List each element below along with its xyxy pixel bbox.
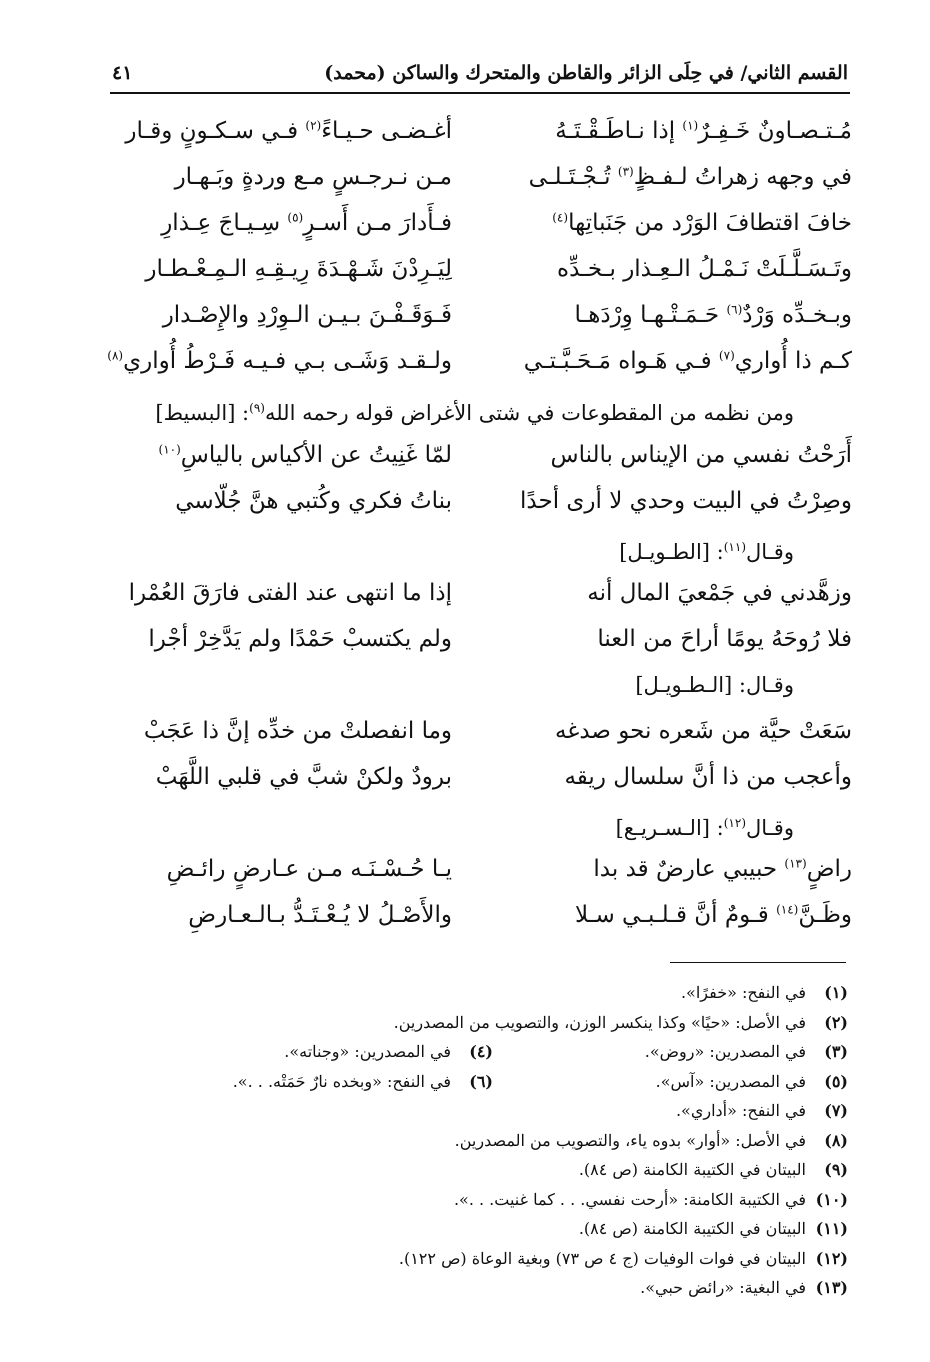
verse-line [112, 570, 852, 616]
poem-tawil-1 [112, 570, 852, 662]
footnote-row [112, 1008, 848, 1038]
verse-line [107, 338, 852, 384]
page-number: ٤١ [112, 62, 133, 84]
verse-line [112, 846, 852, 892]
footnote-number [806, 1303, 848, 1333]
footnote-number: (١) [824, 983, 848, 1002]
footnote-text: في الكتيبة الكامنة: «أرحت نفسي. . . كما غنيت. . .». [453, 1189, 806, 1209]
footnote-rule [670, 962, 846, 963]
verse-first-hemistich: كـم ذا أُواري$^{(٧)}$ فـي هَـواه مَـحَـبَّـتـي [523, 348, 852, 374]
verse-first-hemistich: فلا رُوحَهُ يومًا أراحَ من العنا [597, 626, 852, 652]
verse-line [112, 154, 852, 200]
footnote-number: (١٣) [815, 1278, 848, 1297]
footnote-row [112, 1185, 848, 1215]
footnote-text: في النفح: «وبخده نارٌ حَمَتْه. . .». [232, 1071, 451, 1091]
footnote [138, 1037, 493, 1067]
footnote [806, 1303, 848, 1333]
header-rule [110, 92, 850, 94]
said-heading: وقـال: [الـطـويـل] [635, 673, 794, 697]
verse-line [112, 478, 852, 524]
verse-second-hemistich: فَـوَقَـفْـنَ بـيـن الـوِرْدِ والإِصْـدار [162, 302, 452, 328]
verse-line [112, 708, 852, 754]
footnote-number [451, 1332, 493, 1362]
verse-line [112, 616, 852, 662]
footnote-number: (١٠) [815, 1189, 848, 1209]
footnote [493, 1067, 848, 1097]
footnote-text: في النفح: «خفرًا». [680, 983, 806, 1002]
verse-line [112, 432, 852, 478]
footnote [394, 1008, 848, 1038]
footnote-row [112, 1332, 848, 1362]
verse-line [112, 108, 852, 154]
verse-second-hemistich: وما انفصلتْ من خدِّه إنَّ ذا عَجَبْ [143, 718, 452, 744]
verse-first-hemistich: خافَ اقتطافَ الوَرْد من جَنَباتِها$^{(٤)}$ [552, 210, 852, 236]
verse-first-hemistich: راضٍ$^{(١٣)}$ حبيبي عارضٌ قد بدا [593, 856, 852, 882]
footnote-number [806, 1332, 848, 1362]
footnote-number: (١٢) [815, 1248, 848, 1268]
verse-first-hemistich: في وجهه زهراتُ لـفـظٍ$^{(٣)}$ تُـجْـتَـلـى [528, 164, 852, 190]
verse-second-hemistich: مـن نـرجـسٍ مـع وردةٍ وبَـهـار [174, 164, 452, 190]
footnote [138, 1332, 493, 1362]
footnote-row [112, 1244, 848, 1274]
footnote [399, 1244, 848, 1274]
intro-paragraph: ومن نظمه من المقطوعات في شتى الأغراض قوله رحمه الله$^{(٩)}$: [البسيط] [155, 401, 794, 425]
footnote-row [112, 978, 848, 1008]
verse-second-hemistich: أغـضـى حـيـاءً$^{(٢)}$ فـي سـكـونٍ وقـار [125, 118, 452, 144]
footnote-text: في الأصل: «حيًا» وكذا ينكسر الوزن، والتصويب من المصدرين. [393, 1012, 806, 1032]
footnote [454, 1185, 848, 1215]
footnote-number: (٣) [824, 1042, 848, 1061]
footnote-row [112, 1273, 848, 1303]
page-header [112, 58, 848, 88]
verse-first-hemistich: أَرَحْتُ نفسي من الإيناس بالناس [550, 442, 852, 468]
verse-second-hemistich: لمّا غَنِيتُ عن الأكياس بالياسِ$^{(١٠)}$ [158, 442, 452, 468]
footnote-number: (٧) [824, 1101, 848, 1120]
verse-first-hemistich: وظَـنَّ$^{(١٤)}$ قـومٌ أنَّ قـلـبـي سـلا [575, 902, 852, 928]
verse-line [112, 754, 852, 800]
verse-first-hemistich: سَعَتْ حيَّة من شَعره نحو صدغه [554, 718, 852, 744]
footnote-text: في المصدرين: «آس». [655, 1071, 806, 1091]
verse-second-hemistich: والأَصْـلُ لا يُـعْـتَـدُّ بـالـعـارضِ [188, 902, 452, 928]
footnote [640, 1273, 848, 1303]
footnotes [112, 978, 848, 1362]
verse-first-hemistich: وصِرْتُ في البيت وحدي لا أرى أحدًا [520, 488, 852, 514]
verse-first-hemistich: وأعجب من ذا أنَّ سلسال ريقه [564, 764, 852, 790]
verse-line [112, 246, 852, 292]
footnote [579, 1155, 848, 1185]
verse-first-hemistich: وبـخـدِّه وَرْدٌ$^{(٦)}$ حَـمَـتْـهـا وِرْدَهـا [574, 302, 852, 328]
footnote-text: البيتان في الكتيبة الكامنة (ص ٨٤). [578, 1219, 806, 1238]
footnote-text: في المصدرين: «وجناته». [284, 1042, 451, 1061]
said-heading: وقـال$^{(١٢)}$: [الـسـريـع] [615, 816, 794, 840]
footnote-row [112, 1067, 848, 1097]
footnote-text: في البغية: «رائض حبي». [640, 1278, 806, 1297]
footnote-row [112, 1096, 848, 1126]
footnote-number: (٤) [469, 1042, 493, 1061]
verse-second-hemistich: لِيَـرِدْنَ شَـهْـدَةَ رِيـقِـهِ الـمِـعْـطـار [145, 256, 452, 282]
poem-sari [112, 846, 852, 938]
said-heading: وقـال$^{(١١)}$: [الطـويـل] [619, 540, 794, 564]
footnote-text: البيتان في فوات الوفيات (ج ٤ ص ٧٣) وبغية الوعاة (ص ١٢٢). [398, 1248, 806, 1268]
footnote-number: (٩) [824, 1160, 848, 1179]
verse-second-hemistich: إذا ما انتهى عند الفتى فارَقَ العُمْرا [128, 580, 452, 606]
footnote-text: في الأصل: «أوار» بدوه ياء، والتصويب من المصدرين. [454, 1130, 806, 1150]
footnote [455, 1126, 848, 1156]
footnote-row [112, 1303, 848, 1333]
verse-line [112, 292, 852, 338]
footnote-number: (٢) [824, 1012, 848, 1032]
footnote [138, 1067, 493, 1097]
footnote-text: في النفح: «أداري». [675, 1101, 806, 1120]
main-text [107, 108, 852, 938]
footnote [676, 1096, 848, 1126]
footnote-number: (٨) [824, 1130, 848, 1150]
footnote-number: (٦) [469, 1071, 493, 1091]
footnote-row [112, 1126, 848, 1156]
poem-kamil [107, 108, 852, 384]
footnote-number: (١١) [815, 1219, 848, 1238]
footnote-number: (٥) [824, 1071, 848, 1091]
footnote-row [112, 1214, 848, 1244]
footnote-row [112, 1155, 848, 1185]
verse-second-hemistich: بناتُ فكري وكُتبي هنَّ جُلّاسي [175, 488, 452, 514]
running-title: القسم الثاني/ في حِلَى الزائر والقاطن والمتحرك والساكن (محمد) [324, 62, 848, 84]
poem-basit [112, 432, 852, 524]
verse-first-hemistich: وتَـسَـلَّـلَتْ نَـمْـلُ الـعِـذار بـخـدِّه [557, 256, 852, 282]
verse-second-hemistich: ولم يكتسبْ حَمْدًا ولم يَدَّخِرْ أجْرا [148, 626, 452, 652]
verse-line [112, 200, 852, 246]
footnote [579, 1214, 848, 1244]
footnote [681, 978, 848, 1008]
footnote [493, 1037, 848, 1067]
poem-tawil-2 [112, 708, 852, 800]
verse-second-hemistich: برودٌ ولكنْ شبَّ في قلبي اللَّهَبْ [155, 764, 452, 790]
verse-second-hemistich: فـأَدارَ مـن أَسـرٍ$^{(٥)}$ سِـيـاجَ عِـذارِ [161, 210, 452, 236]
footnote-text: في المصدرين: «روض». [644, 1042, 806, 1061]
verse-first-hemistich: وزهَّدني في جَمْعيَ المال أنه [587, 580, 852, 606]
verse-first-hemistich: مُـتـصـاونٌ خَـفِـرٌ$^{(١)}$ إذا نـاطَـقْـتَـهُ [555, 118, 852, 144]
footnote-row [112, 1037, 848, 1067]
verse-line [112, 892, 852, 938]
verse-second-hemistich: ولـقـد وَشَـى بـي فـيـه فَـرْطُ أُواري$^{(٨)}$ [107, 348, 452, 374]
verse-second-hemistich: يـا حُـسْـنَـه مـن عـارضٍ رائـضِ [166, 856, 452, 882]
footnote-text: البيتان في الكتيبة الكامنة (ص ٨٤). [578, 1160, 806, 1179]
footnote [493, 1332, 848, 1362]
